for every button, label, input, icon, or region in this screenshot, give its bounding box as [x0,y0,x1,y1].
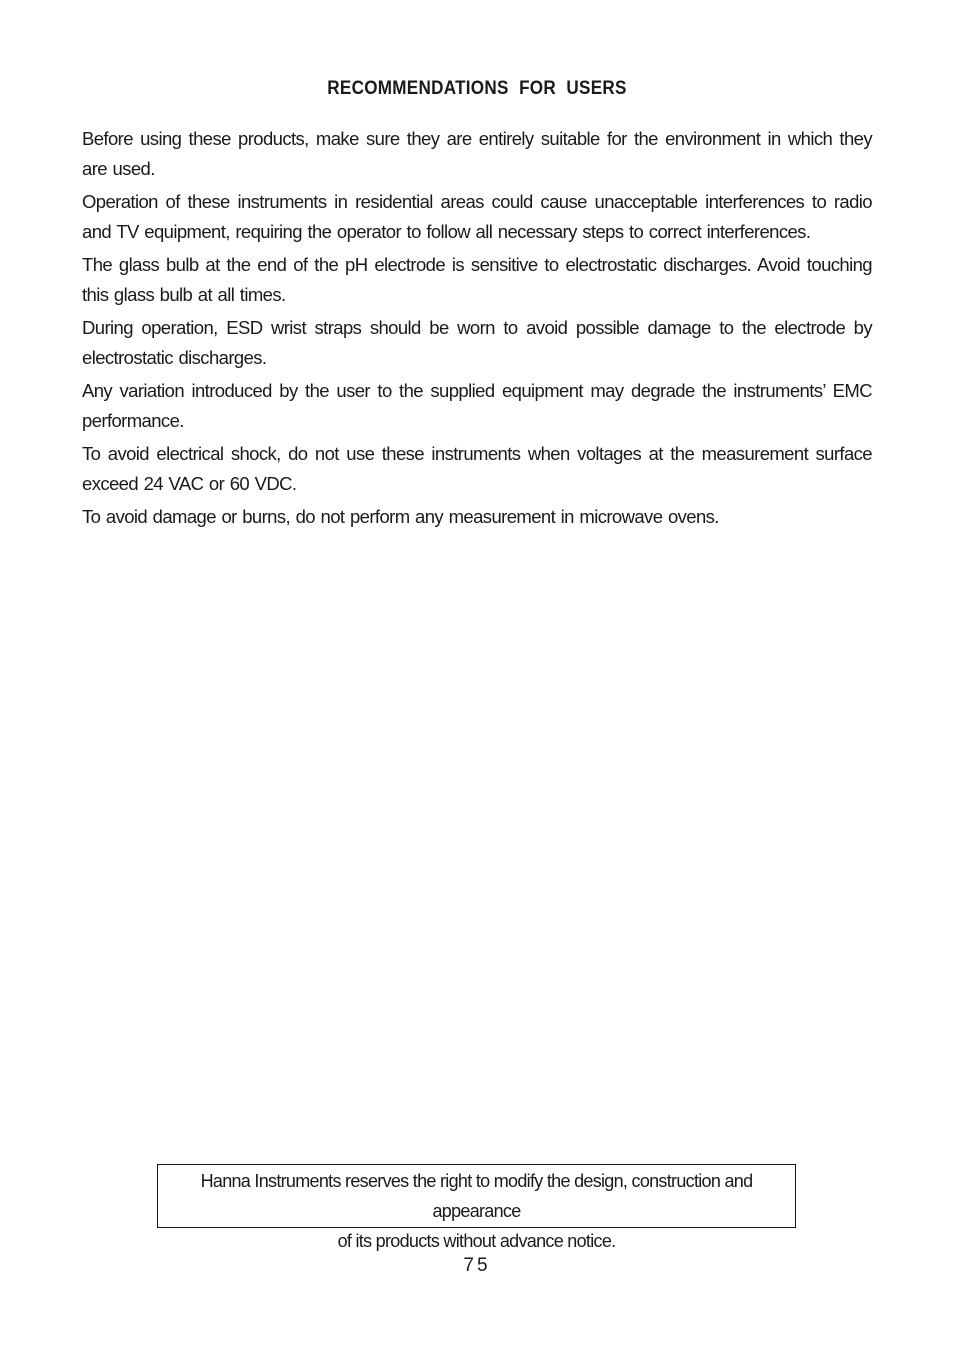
paragraph-suitability: Before using these products, make sure they are entirely suitable for the environment in which they are used. [82,128,872,179]
notice-line-2: of its products without advance notice. [337,1231,616,1251]
page-number: 75 [463,1255,491,1276]
paragraph-microwave: To avoid damage or burns, do not perform any measurement in microwave ovens. [82,506,719,527]
recommendations-body [82,124,872,535]
paragraph-interference: Operation of these instruments in residential areas could cause unacceptable interferences to radio and TV equipment, requiring the operator to follow all necessary steps to correct interferences. [82,191,872,242]
paragraph-electrical-shock: To avoid electrical shock, do not use these instruments when voltages at the measurement surface exceed 24 VAC or 60 VDC. [82,443,872,494]
page-title: RECOMMENDATIONS FOR USERS [327,78,627,99]
paragraph-esd-straps: During operation, ESD wrist straps should be worn to avoid possible damage to the electrode by electrostatic discharges. [82,317,872,368]
disclaimer-notice [157,1164,796,1251]
paragraph-glass-bulb: The glass bulb at the end of the pH electrode is sensitive to electrostatic discharges. Avoid touching this glass bulb at all times. [82,254,872,305]
notice-line-1: Hanna Instruments reserves the right to modify the design, construction and appearance [200,1171,753,1221]
paragraph-emc: Any variation introduced by the user to the supplied equipment may degrade the instruments’ EMC performance. [82,380,872,431]
